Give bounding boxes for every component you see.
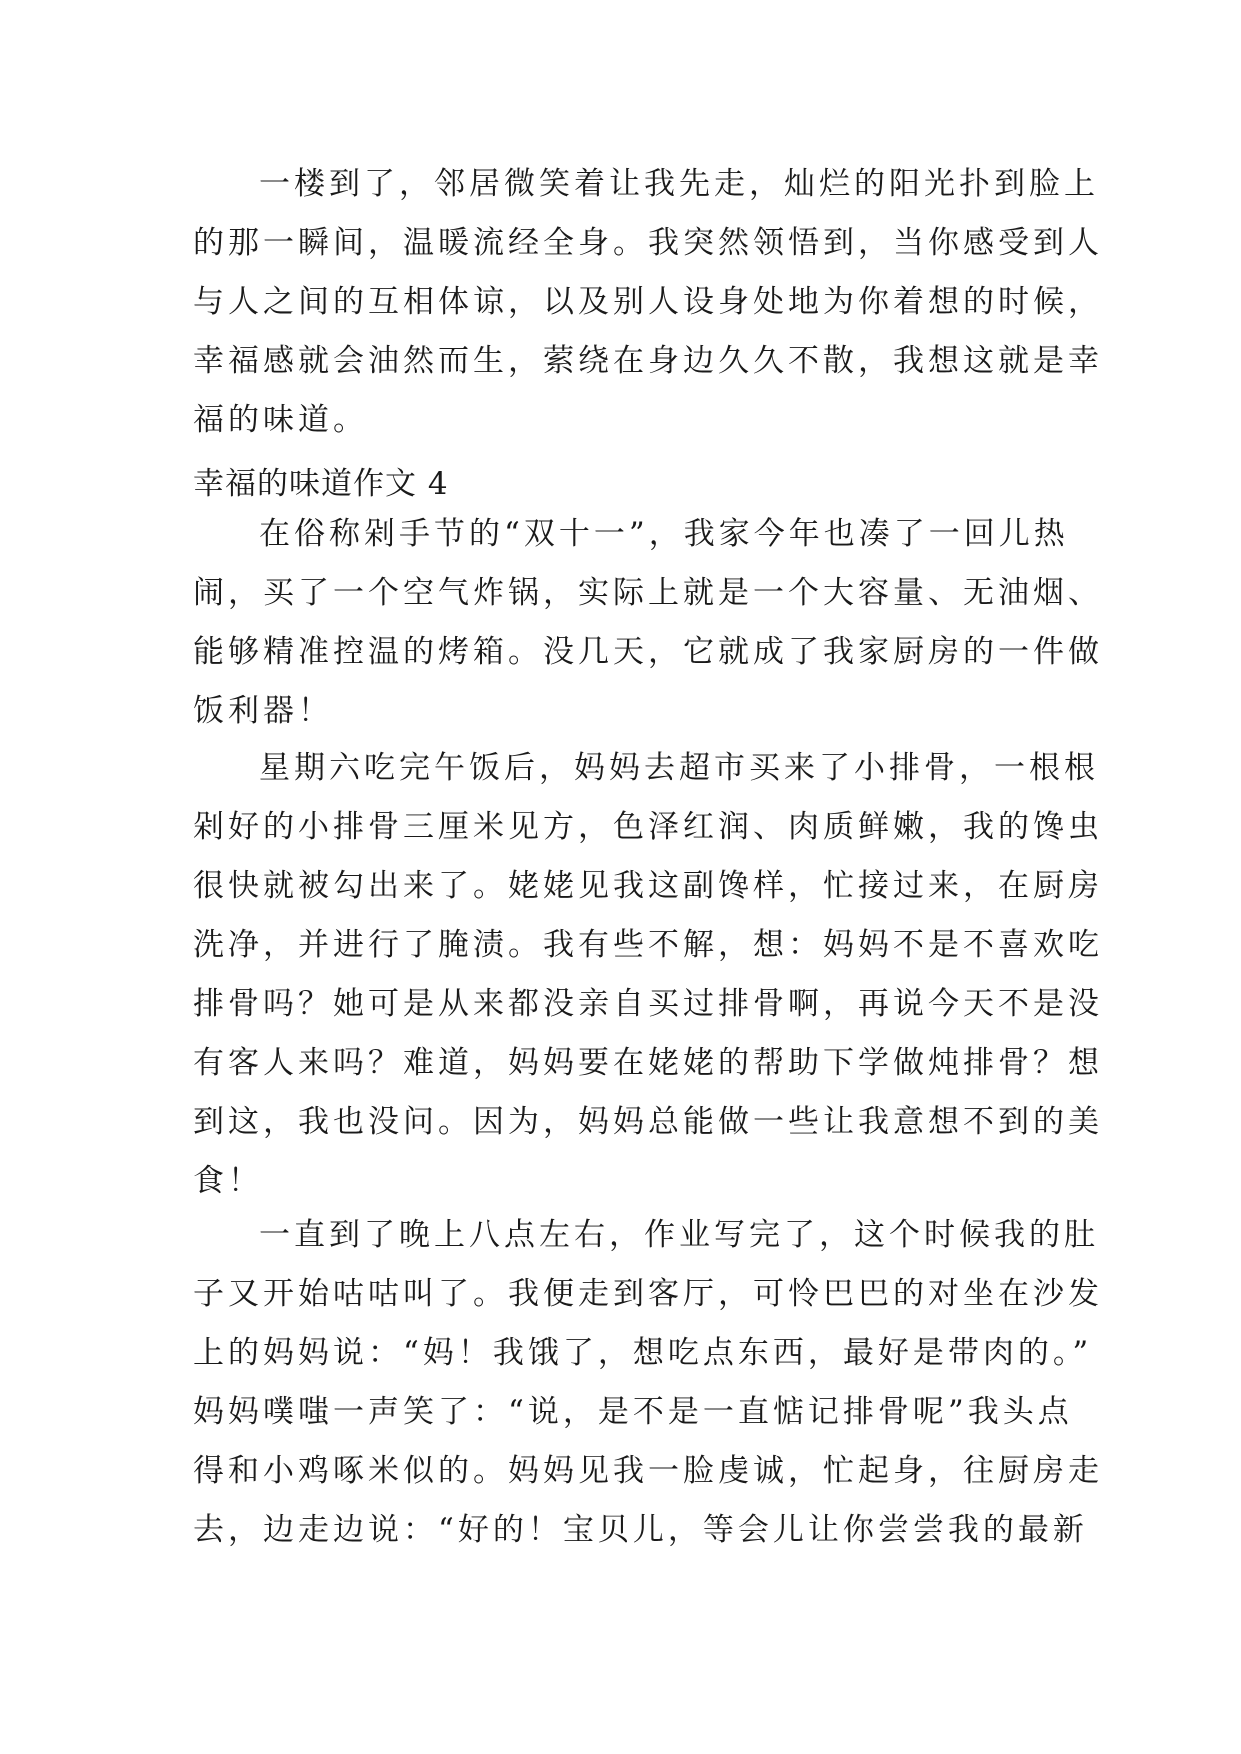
text-line: 排骨吗？她可是从来都没亲自买过排骨啊，再说今天不是没	[193, 986, 1103, 1022]
text-line: 子又开始咕咕叫了。我便走到客厅，可怜巴巴的对坐在沙发	[193, 1276, 1103, 1312]
text-line: 一直到了晚上八点左右，作业写完了，这个时候我的肚	[259, 1217, 1099, 1253]
text-line: 星期六吃完午饭后，妈妈去超市买来了小排骨，一根根	[259, 750, 1099, 786]
text-line: 的那一瞬间，温暖流经全身。我突然领悟到，当你感受到人	[193, 225, 1103, 261]
text-line: 剁好的小排骨三厘米见方，色泽红润、肉质鲜嫩，我的馋虫	[193, 809, 1103, 845]
text-line: 一楼到了，邻居微笑着让我先走，灿烂的阳光扑到脸上	[259, 166, 1099, 202]
paragraph-4	[193, 1206, 1103, 1560]
paragraph-1	[193, 155, 1103, 450]
text-line: 闹，买了一个空气炸锅，实际上就是一个大容量、无油烟、	[193, 575, 1103, 611]
heading-text: 幸福的味道作文 4	[193, 466, 449, 502]
text-line: 食！	[193, 1163, 263, 1199]
paragraph-2	[193, 505, 1103, 741]
text-line: 福的味道。	[193, 402, 368, 438]
text-line: 到这，我也没问。因为，妈妈总能做一些让我意想不到的美	[193, 1104, 1103, 1140]
paragraph-3	[193, 739, 1103, 1211]
text-line: 在俗称剁手节的“双十一”，我家今年也凑了一回儿热	[259, 516, 1069, 552]
text-line: 有客人来吗？难道，妈妈要在姥姥的帮助下学做炖排骨？想	[193, 1045, 1103, 1081]
text-line: 幸福感就会油然而生，萦绕在身边久久不散，我想这就是幸	[193, 343, 1103, 379]
text-line: 与人之间的互相体谅，以及别人设身处地为你着想的时候，	[193, 284, 1103, 320]
text-line: 去，边走边说：“好的！宝贝儿，等会儿让你尝尝我的最新	[193, 1512, 1088, 1548]
text-line: 得和小鸡啄米似的。妈妈见我一脸虔诚，忙起身，往厨房走	[193, 1453, 1103, 1489]
text-line: 能够精准控温的烤箱。没几天，它就成了我家厨房的一件做	[193, 634, 1103, 670]
text-line: 洗净，并进行了腌渍。我有些不解，想：妈妈不是不喜欢吃	[193, 927, 1103, 963]
text-line: 很快就被勾出来了。姥姥见我这副馋样，忙接过来，在厨房	[193, 868, 1103, 904]
text-line: 饭利器！	[193, 693, 333, 729]
text-line: 妈妈噗嗤一声笑了：“说，是不是一直惦记排骨呢”我头点	[193, 1394, 1073, 1430]
text-line: 上的妈妈说：“妈！我饿了，想吃点东西，最好是带肉的。”	[193, 1335, 1093, 1371]
